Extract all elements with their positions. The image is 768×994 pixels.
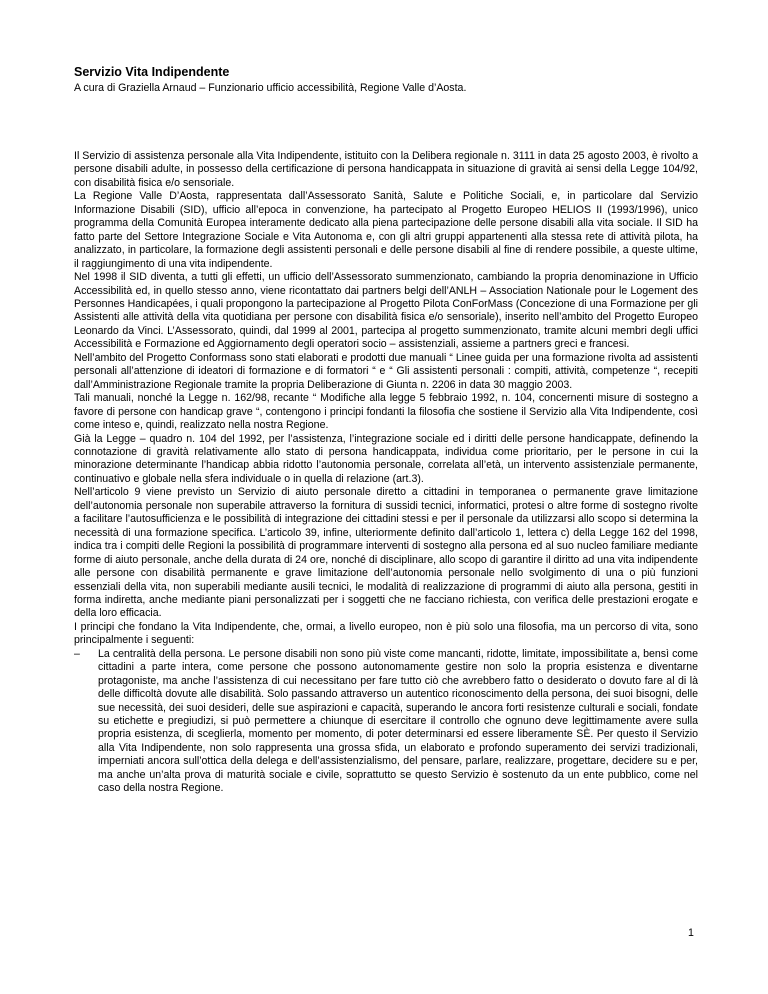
paragraph: I principi che fondano la Vita Indipendente, che, ormai, a livello europeo, non è più solo una filosofia, ma un percorso di vita, sono principalmente i seguenti: [74, 620, 698, 647]
paragraph: Nell’articolo 9 viene previsto un Servizio di aiuto personale diretto a cittadini in temporanea o permanente grave limitazione dell’autonomia personale non superabile attraverso la fornitura di sussidi tecnici, informatici, protesi o altre forme di sostegno rivolte a facilitare l’autosufficienza e le possibilità di integrazione dei cittadini stessi e per il personale da utilizzarsi allo scopo si determina la necessità di una formazione specifica. L’articolo 39, infine, ulteriormente definito dall’articolo 1, lettera c) della Legge 162 del 1998, indica tra i compiti delle Regioni la possibilità di programmare interventi di sostegno alla persona ed al suo nucleo familiare mediante forme di aiuto personale, anche della durata di 24 ore, nonché di disciplinare, allo scopo di garantire il diritto ad una vita indipendente alle persone con disabilità permanente e grave limitazione dell’autonomia personale nello svolgimento di una o più funzioni essenziali della vita, non superabili mediante ausili tecnici, le modalità di realizzazione di programmi di aiuto alla persona, gestiti in forma indiretta, anche mediante piani personalizzati per i soggetti che ne facciano richiesta, con verifica delle prestazioni erogate e della loro efficacia. [74, 486, 698, 620]
paragraph: Il Servizio di assistenza personale alla Vita Indipendente, istituito con la Delibera regionale n. 3111 in data 25 agosto 2003, è rivolto a persone disabili adulte, in possesso della certificazione di persona handicappata in situazione di gravità ai sensi della Legge 104/92, con disabilità fisica e/o sensoriale. [74, 150, 698, 189]
paragraph: Tali manuali, nonché la Legge n. 162/98, recante “ Modifiche alla legge 5 febbraio 1992, n. 104, concernenti misure di sostegno a favore di persone con handicap grave “, contengono i principi fondanti la filosofia che sostiene il Servizio alla Vita Indipendente, così come inteso e, quindi, realizzato nella nostra Regione. [74, 392, 698, 432]
paragraph: Nell’ambito del Progetto Conformass sono stati elaborati e prodotti due manuali “ Linee guida per una formazione rivolta ad assistenti personali all’attenzione di ideatori di formazione e di formatori “ e “ Gli assistenti personali : compiti, attività, competenze “, recepiti dall’Amministrazione Regionale tramite la propria Deliberazione di Giunta n. 2206 in data 30 maggio 2003. [74, 351, 698, 391]
paragraph: Già la Legge – quadro n. 104 del 1992, per l’assistenza, l’integrazione sociale ed i diritti delle persone handicappate, definendo la connotazione di gravità relativamente allo stato di persona handicappata, individua come prioritario, per le persone in cui la minorazione determinante l’handicap abbia ridotto l’autonomia personale, correlata all’età, un intervento assistenziale permanente, continuativo e globale nella sfera individuale o in quella di relazione (art.3). [74, 432, 698, 485]
document-title: Servizio Vita Indipendente [74, 65, 230, 79]
list-item [74, 648, 698, 796]
list-dash-marker: – [74, 647, 80, 660]
page-number: 1 [688, 927, 694, 939]
paragraph: La Regione Valle D’Aosta, rappresentata dall’Assessorato Sanità, Salute e Politiche Sociali, e, in particolare dal Servizio Informazione Disabili (SID), ufficio all’epoca in convenzione, ha partecipato al Progetto Europeo HELIOS II (1993/1996), unico programma della Comunità Europea interamente dedicato alla piena partecipazione delle persone disabili alla vita sociale. Il SID ha fatto parte del Settore Integrazione Sociale e Vita Autonoma e, con gli altri gruppi appartenenti alla stessa rete di attività pilota, ha analizzato, in particolare, la formazione degli assistenti personali e delle persone disabili al fine di rendere possibile, a queste ultime, il raggiungimento di una vita indipendente. [74, 190, 698, 270]
paragraph: Nel 1998 il SID diventa, a tutti gli effetti, un ufficio dell’Assessorato summenzionato, cambiando la propria denominazione in Ufficio Accessibilità ed, in quello stesso anno, viene ricontattato dai partners belgi dell’ANLH – Association Nationale pour le Logement des Personnes Handicapées, i quali propongono la partecipazione al Progetto Pilota ConForMass (Concezione di una Formazione per gli Assistenti alle attività della vita quotidiana per persone con disabilità fisica e/o sensoriale), inserito nell’ambito del Progetto Europeo Leonardo da Vinci. L’Assessorato, quindi, dal 1999 al 2001, partecipa al progetto summenzionato, tramite alcuni membri degli uffici Accessibilità e Formazione ed Aggiornamento degli operatori socio – assistenziali, assieme a partners greci e francesi. [74, 271, 698, 351]
document-body [74, 150, 698, 796]
list-item-text: La centralità della persona. Le persone disabili non sono più viste come mancanti, ridotte, limitate, impossibilitate a, bensì come cittadini a parte intera, come persone che possono autonomamente gestire non solo la propria esistenza e diventarne protagoniste, ma anche l’assistenza di cui necessitano per fare tutto ciò che avrebbero fatto o desiderato o dovuto fare al di là delle difficoltà dovute alle disabilità. Solo passando attraverso un autentico riconoscimento della persona, dei suoi bisogni, delle sue necessità, dei suoi desideri, delle sue aspirazioni e capacità, superando le ancora forti resistenze culturali e sociali, fondate su etichette e pregiudizi, si può permettere a chiunque di esercitare il controllo che ognuno deve legittimamente avere sulla propria esistenza, di sceglierla, momento per momento, di poter determinarsi ed essere liberamente SÈ. Per questo il Servizio alla Vita Indipendente, non solo rappresenta una grossa sfida, un elaborato e profondo superamento dei servizi tradizionali, imperniati ancora sull’ottica della delega e dell’assistenzialismo, del pensare, parlare, realizzare, progettare, decidere su e per, ma anche un’alta prova di maturità sociale e civile, soprattutto se questo Servizio è sostenuto da un ente pubblico, come nel caso della nostra Regione. [98, 647, 698, 795]
document-subtitle: A cura di Graziella Arnaud – Funzionario ufficio accessibilità, Regione Valle d’Aosta. [74, 82, 467, 94]
principles-list [74, 648, 698, 796]
